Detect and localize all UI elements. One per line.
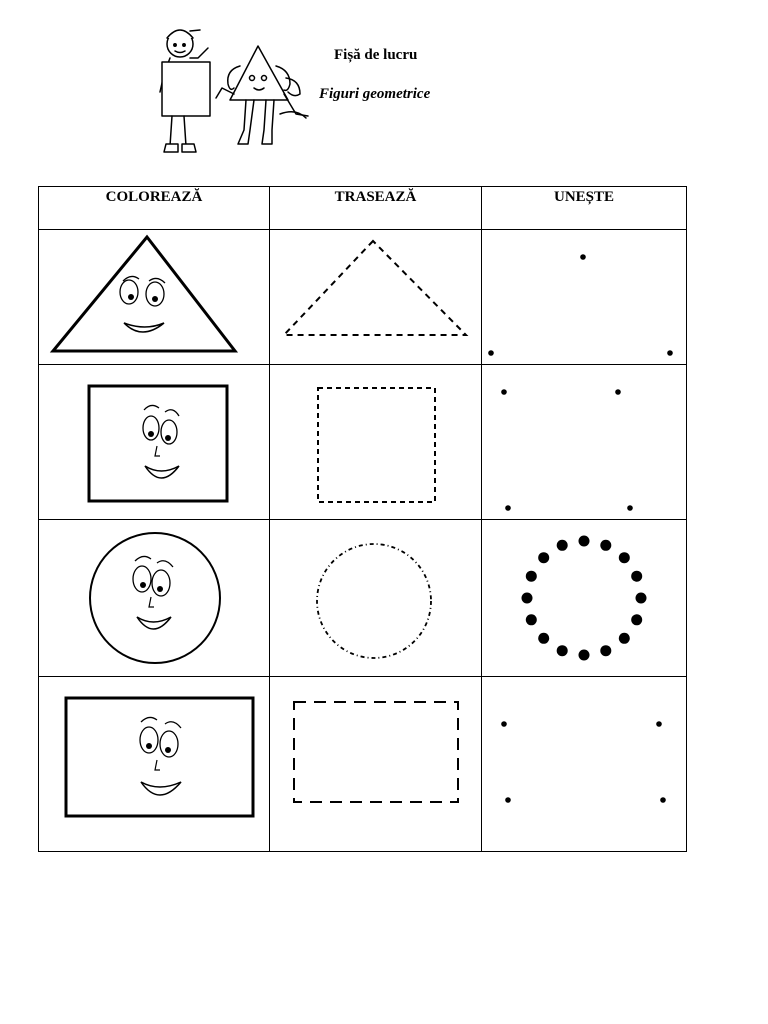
worksheet-subtitle: Figuri geometrice: [319, 86, 431, 102]
table-row: [39, 677, 687, 852]
shapes-worksheet-table: [38, 186, 687, 852]
connect-square-cell: [482, 365, 687, 520]
circle-dot[interactable]: [522, 592, 533, 603]
circle-dot-pattern[interactable]: [482, 521, 685, 676]
circle-dot[interactable]: [579, 649, 590, 660]
column-header-color: COLOREAZĂ: [39, 187, 270, 230]
circle-dot[interactable]: [557, 539, 568, 550]
square-coloring-picture[interactable]: [39, 366, 268, 519]
circle-dot[interactable]: [619, 632, 630, 643]
children-shapes-illustration: [150, 18, 310, 163]
column-header-trace: TRASEAZĂ: [270, 187, 482, 230]
circle-dot[interactable]: [557, 645, 568, 656]
connect-rectangle-cell: [482, 677, 687, 852]
circle-dot[interactable]: [631, 614, 642, 625]
connect-triangle-cell: [482, 230, 687, 365]
rectangle-coloring-picture[interactable]: [39, 678, 268, 851]
circle-coloring-picture[interactable]: [39, 521, 268, 676]
table-header-row: [39, 187, 687, 230]
dashed-triangle-outline[interactable]: [270, 231, 480, 364]
dashed-circle-outline[interactable]: [270, 521, 480, 676]
trace-rectangle-cell: [270, 677, 482, 852]
circle-dot[interactable]: [579, 535, 590, 546]
table-row: [39, 230, 687, 365]
circle-dot[interactable]: [538, 632, 549, 643]
circle-dot[interactable]: [631, 570, 642, 581]
trace-triangle-cell: [270, 230, 482, 365]
color-square-cell: [39, 365, 270, 520]
square-dot-pattern[interactable]: [482, 366, 685, 519]
circle-dot[interactable]: [538, 552, 549, 563]
table-row: [39, 365, 687, 520]
connect-circle-cell: [482, 520, 687, 677]
column-header-connect: UNEȘTE: [482, 187, 687, 230]
color-triangle-cell: [39, 230, 270, 365]
worksheet-title: Fișă de lucru: [334, 47, 418, 63]
color-circle-cell: [39, 520, 270, 677]
dashed-square-outline[interactable]: [270, 366, 480, 519]
trace-circle-cell: [270, 520, 482, 677]
rectangle-dot-pattern[interactable]: [482, 678, 685, 851]
triangle-coloring-picture[interactable]: [39, 231, 268, 364]
trace-square-cell: [270, 365, 482, 520]
circle-dot[interactable]: [600, 645, 611, 656]
circle-dot[interactable]: [636, 592, 647, 603]
triangle-dot-pattern[interactable]: [482, 231, 685, 364]
dashed-rectangle-outline[interactable]: [270, 678, 480, 851]
circle-dot[interactable]: [600, 539, 611, 550]
circle-dot[interactable]: [619, 552, 630, 563]
circle-dot[interactable]: [526, 614, 537, 625]
color-rectangle-cell: [39, 677, 270, 852]
circle-dot[interactable]: [526, 570, 537, 581]
table-row: [39, 520, 687, 677]
